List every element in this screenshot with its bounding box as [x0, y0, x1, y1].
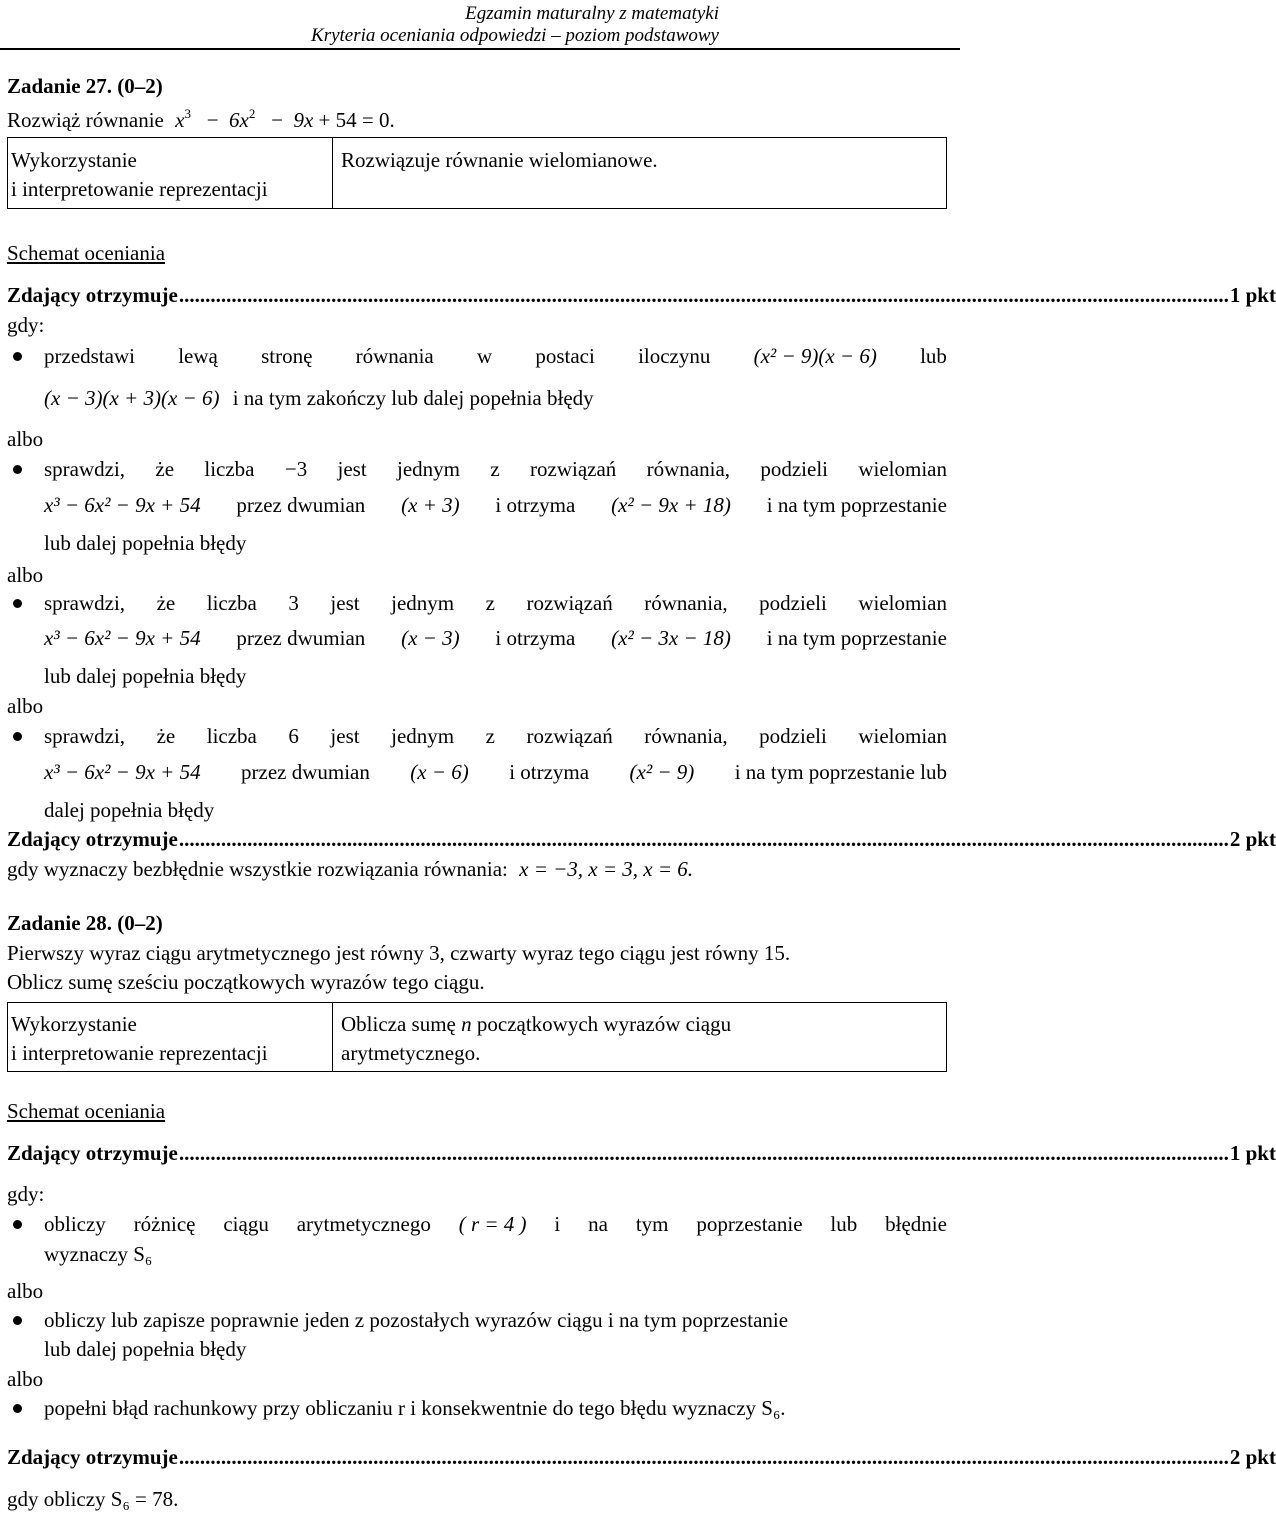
header-rule [0, 48, 960, 50]
dot-leader: ........................................................................................................................................................................................................ [178, 1141, 1229, 1165]
albo-separator: albo [7, 1279, 44, 1303]
task-27-gdy: gdy: [7, 313, 45, 337]
table-divider [332, 138, 333, 208]
bullet [13, 1404, 22, 1413]
dot-leader: ........................................................................................................................................................................................................ [178, 283, 1229, 307]
bullet [13, 732, 22, 741]
task-27-score-2-text: gdy wyznaczy bezbłędnie wszystkie rozwiązania równania: x = −3, x = 3, x = 6. [7, 857, 694, 881]
header-subtitle: Kryteria oceniania odpowiedzi – poziom podstawowy [311, 25, 719, 46]
task-27-score-1-line: Zdający otrzymuje ........................................................................................................................................................................................................ 1 pkt [7, 283, 1276, 307]
math-product-2: (x − 3)(x + 3)(x − 6) [44, 386, 220, 410]
task-28-bullet-2-line-1: obliczy lub zapisze poprawnie jeden z pozostałych wyrazów ciągu i na tym poprzestanie [44, 1308, 789, 1332]
bullet [13, 1220, 22, 1229]
header-exam-title: Egzamin maturalny z matematyki [465, 3, 719, 24]
task-27-bullet-1-line-2: (x − 3)(x + 3)(x − 6) i na tym zakończy lub dalej popełnia błędy [44, 386, 594, 410]
task-27-prompt: Rozwiąż równanie $x^3 - 6x^2 - 9x + 54 = 0$. [7, 106, 395, 132]
task-28-bullet-1-line-2: wyznaczy S₆ [44, 1242, 153, 1266]
task-28-title: Zadanie 28. (0–2) [7, 911, 163, 935]
task-28-prompt-line-2: Oblicz sumę sześciu początkowych wyrazów tego ciągu. [7, 970, 485, 994]
task-28-score-2-text: gdy obliczy S₆ = 78. [7, 1487, 179, 1511]
bullet [13, 352, 22, 361]
task-28-requirements-table [7, 1002, 947, 1072]
table-cell-requirement: Oblicza sumę n początkowych wyrazów ciągu arytmetycznego. [341, 1012, 732, 1065]
task-28-bullet-1-line-1: obliczy różnicę ciągu arytmetycznego ( r = 4 ) i na tym poprzestanie lub błędnie [44, 1212, 947, 1236]
bullet [13, 465, 22, 474]
task-27-bullet-4-line-3: dalej popełnia błędy [44, 798, 215, 822]
table-cell-skill: Wykorzystanie i interpretowanie reprezentacji [11, 148, 268, 201]
task-28-gdy: gdy: [7, 1182, 45, 1206]
table-cell-skill: Wykorzystanie i interpretowanie reprezentacji [11, 1012, 268, 1065]
task-28-schema-heading: Schemat oceniania [7, 1099, 166, 1123]
table-cell-requirement: Rozwiązuje równanie wielomianowe. [341, 148, 658, 172]
albo-separator: albo [7, 563, 44, 587]
math-difference: ( r = 4 ) [458, 1212, 527, 1236]
bullet [13, 1316, 22, 1325]
task-27-bullet-2-line-1: sprawdzi, że liczba −3 jest jednym z rozwiązań równania, podzieli wielomian [44, 457, 947, 481]
dot-leader: ........................................................................................................................................................................................................ [178, 827, 1229, 851]
task-27-bullet-4-line-2: x³ − 6x² − 9x + 54 przez dwumian (x − 6) i otrzyma (x² − 9) i na tym poprzestanie lub [44, 760, 947, 784]
albo-separator: albo [7, 694, 44, 718]
task-27-requirements-table [7, 137, 947, 209]
dot-leader: ........................................................................................................................................................................................................ [178, 1445, 1229, 1469]
task-28-score-1-line: Zdający otrzymuje ........................................................................................................................................................................................................ 1 pkt [7, 1141, 1276, 1165]
task-28-score-2-line: Zdający otrzymuje ........................................................................................................................................................................................................ 2 pkt [7, 1445, 1276, 1469]
task-27-score-2-line: Zdający otrzymuje ........................................................................................................................................................................................................ 2 pkt [7, 827, 1276, 851]
math-product-1: (x² − 9)(x − 6) [753, 344, 877, 368]
albo-separator: albo [7, 1367, 44, 1391]
task-27-bullet-3-line-2: x³ − 6x² − 9x + 54 przez dwumian (x − 3) i otrzyma (x² − 3x − 18) i na tym poprzestanie [44, 626, 947, 650]
task-27-title: Zadanie 27. (0–2) [7, 74, 163, 98]
albo-separator: albo [7, 427, 44, 451]
task-28-prompt-line-1: Pierwszy wyraz ciągu arytmetycznego jest równy 3, czwarty wyraz tego ciągu jest równy 15. [7, 941, 791, 965]
task-27-bullet-2-line-2: x³ − 6x² − 9x + 54 przez dwumian (x + 3) i otrzyma (x² − 9x + 18) i na tym poprzestanie [44, 493, 947, 517]
bullet [13, 599, 22, 608]
task-27-bullet-1-line-1: przedstawi lewą stronę równania w postaci iloczynu (x² − 9)(x − 6) lub [44, 344, 947, 368]
task-28-bullet-3-line-1: popełni błąd rachunkowy przy obliczaniu r i konsekwentnie do tego błędu wyznaczy S₆. [44, 1396, 786, 1420]
task-27-bullet-3-line-3: lub dalej popełnia błędy [44, 664, 247, 688]
table-divider [332, 1003, 333, 1071]
task-27-bullet-2-line-3: lub dalej popełnia błędy [44, 531, 247, 555]
task-28-bullet-2-line-2: lub dalej popełnia błędy [44, 1337, 247, 1361]
task-27-bullet-3-line-1: sprawdzi, że liczba 3 jest jednym z rozwiązań równania, podzieli wielomian [44, 591, 947, 615]
task-27-schema-heading: Schemat oceniania [7, 241, 166, 265]
task-27-bullet-4-line-1: sprawdzi, że liczba 6 jest jednym z rozwiązań równania, podzieli wielomian [44, 724, 947, 748]
